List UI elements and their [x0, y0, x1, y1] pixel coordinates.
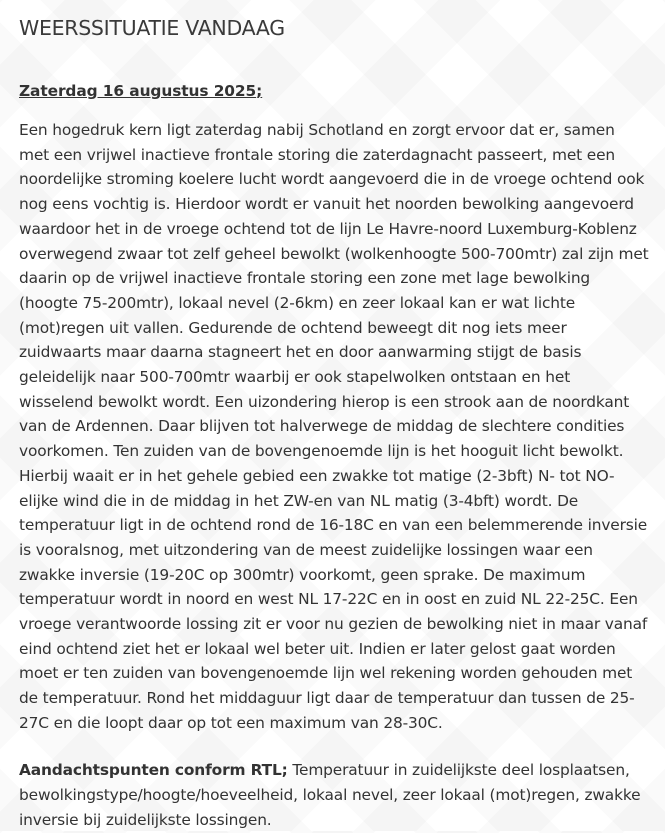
weather-article — [19, 14, 649, 833]
report-date-suffix: ; — [256, 82, 263, 100]
attention-points — [19, 758, 649, 833]
report-date — [19, 80, 649, 102]
attention-label: Aandachtspunten conform RTL; — [19, 760, 288, 779]
page-title: WEERSSITUATIE VANDAAG — [19, 16, 285, 40]
attention-text: Temperatuur in zuidelijkste deel losplaatsen, bewolkingstype/hoogte/hoeveelheid, lokaal nevel, zeer lokaal (mot)regen, zwakke inversie bij zuidelijkste lossingen. — [19, 760, 641, 829]
report-body: Een hogedruk kern ligt zaterdag nabij Schotland en zorgt ervoor dat er, samen met een vrijwel inactieve frontale storing die zaterdagnacht passeert, met een noordelijke stroming koelere lucht wordt aangevoerd die in de vroege ochtend ook nog eens vochtig is. Hierdoor wordt er vanuit het noorden bewolking aangevoerd waardoor het in de vroege ochtend tot de lijn Le Havre-noord Luxemburg-Koblenz overwegend zwaar tot zelf geheel bewolkt (wolkenhoogte 500-700mtr) zal zijn met daarin op de vrijwel inactieve frontale storing een zone met lage bewolking (hoogte 75-200mtr), lokaal nevel (2-6km) en zeer lokaal kan er wat lichte (mot)regen uit vallen. Gedurende de ochtend beweegt dit nog iets meer zuidwaarts maar daarna stagneert het en door aanwarming stijgt de basis geleidelijk naar 500-700mtr waarbij er ook stapelwolken ontstaan en het wisselend bewolkt wordt. Een uizondering hierop is een strook aan de noordkant van de Ardennen. Daar blijven tot halverwege de middag de slechtere condities voorkomen. Ten zuiden van de bovengenoemde lijn is het hooguit licht bewolkt. Hierbij waait er in het gehele gebied een zwakke tot matige (2-3bft) N- tot NO-elijke wind die in de middag in het ZW-en van NL matig (3-4bft) wordt. De temperatuur ligt in de ochtend rond de 16-18C en van een belemmerende inversie is vooralsnog, met uitzondering van de meest zuidelijke lossingen waar een zwakke inversie (19-20C op 300mtr) voorkomt, geen sprake. De maximum temperatuur wordt in noord en west NL 17-22C en in oost en zuid NL 22-25C. Een vroege verantwoorde lossing zit er voor nu gezien de bewolking niet in maar vanaf eind ochtend ziet het er lokaal wel beter uit. Indien er later gelost gaat worden moet er ten zuiden van bovengenoemde lijn wel rekening worden gehouden met de temperatuur. Rond het middaguur ligt daar de temperatuur dan tussen de 25-27C en die loopt daar op tot een maximum van 28-30C. — [19, 121, 649, 732]
report-date-text: Zaterdag 16 augustus 2025 — [19, 82, 257, 100]
